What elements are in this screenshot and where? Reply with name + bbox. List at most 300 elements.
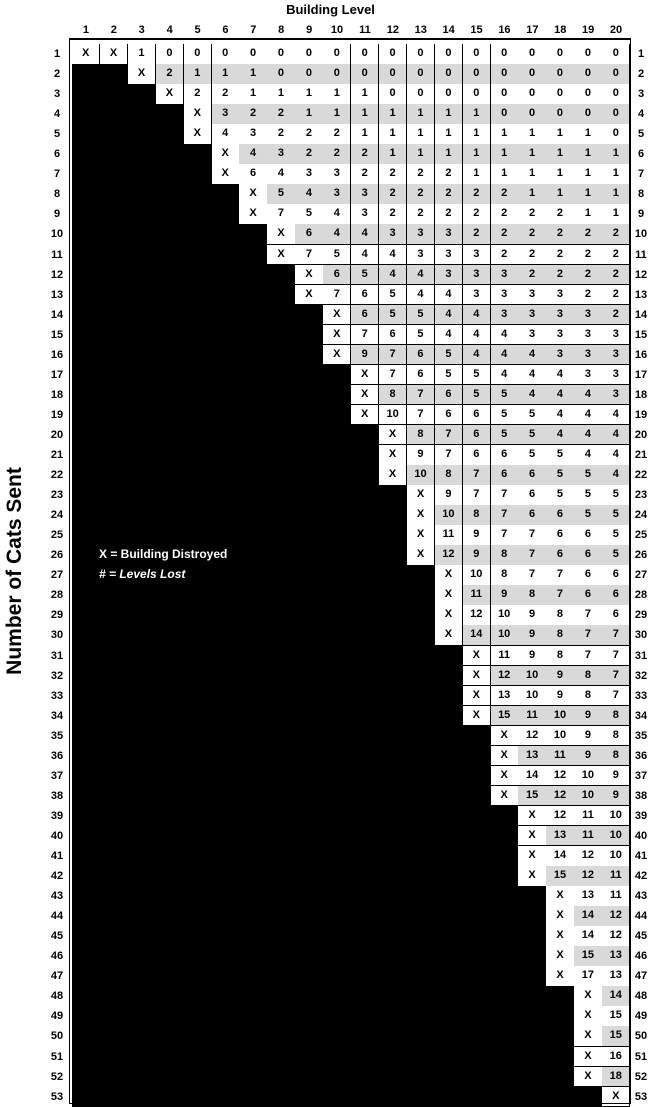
empty-cell: [323, 1067, 351, 1088]
column-label: 15: [470, 24, 483, 36]
levels-lost-cell: 3: [239, 124, 267, 145]
empty-cell: [184, 425, 212, 446]
destroyed-cell: X: [546, 946, 574, 967]
empty-cell: [267, 646, 295, 667]
empty-cell: [267, 1006, 295, 1027]
legend-levels-lost: # = Levels Lost: [99, 567, 186, 581]
levels-lost-cell: 5: [435, 365, 463, 386]
empty-cell: [239, 826, 267, 847]
destroyed-cell: X: [100, 44, 128, 65]
empty-cell: [435, 1047, 463, 1068]
empty-cell: [72, 365, 100, 386]
empty-cell: [128, 465, 156, 486]
empty-cell: [184, 906, 212, 927]
empty-cell: [184, 285, 212, 306]
empty-cell: [323, 385, 351, 406]
levels-lost-cell: 4: [379, 265, 407, 286]
row-label-right: 23: [634, 489, 648, 502]
row-label-left: 49: [50, 1010, 64, 1023]
empty-cell: [379, 766, 407, 787]
destroyed-cell: X: [407, 525, 435, 546]
levels-lost-cell: 4: [574, 425, 602, 446]
levels-lost-cell: 12: [546, 786, 574, 807]
row-label-right: 18: [634, 388, 648, 401]
empty-cell: [379, 986, 407, 1007]
column-label: 17: [526, 24, 539, 36]
empty-cell: [379, 926, 407, 947]
empty-cell: [128, 505, 156, 526]
empty-cell: [407, 926, 435, 947]
empty-cell: [128, 926, 156, 947]
row-label-left: 6: [53, 148, 61, 161]
empty-cell: [239, 245, 267, 266]
levels-lost-cell: 10: [574, 766, 602, 787]
row-label-left: 21: [50, 449, 64, 461]
levels-lost-cell: 0: [379, 64, 407, 85]
levels-lost-cell: 2: [463, 184, 491, 205]
empty-cell: [156, 746, 184, 767]
empty-cell: [100, 465, 128, 486]
levels-lost-cell: 2: [518, 224, 546, 245]
row-label-right: 19: [634, 408, 648, 421]
column-label: 1: [82, 24, 89, 36]
empty-cell: [323, 706, 351, 727]
empty-cell: [239, 505, 267, 526]
empty-cell: [546, 1067, 574, 1088]
levels-lost-cell: 2: [491, 224, 519, 245]
levels-lost-cell: 1: [379, 144, 407, 165]
levels-lost-cell: 6: [379, 325, 407, 346]
empty-cell: [518, 986, 546, 1007]
empty-cell: [156, 285, 184, 306]
row-label-left: 20: [50, 428, 64, 441]
row-label-left: 14: [50, 308, 64, 321]
destroyed-cell: X: [295, 285, 323, 306]
levels-lost-cell: 0: [518, 44, 546, 65]
row-label-left: 24: [50, 509, 64, 522]
levels-lost-cell: 5: [546, 485, 574, 506]
empty-cell: [267, 265, 295, 286]
empty-cell: [546, 1006, 574, 1027]
row-label-right: 17: [634, 368, 648, 381]
empty-cell: [156, 666, 184, 687]
destroyed-cell: X: [546, 886, 574, 907]
levels-lost-cell: 4: [323, 204, 351, 225]
empty-cell: [72, 485, 100, 506]
levels-lost-cell: 2: [351, 144, 379, 165]
empty-cell: [128, 646, 156, 667]
empty-cell: [184, 265, 212, 286]
empty-cell: [212, 826, 240, 847]
levels-lost-cell: 4: [574, 405, 602, 426]
empty-cell: [212, 525, 240, 546]
empty-cell: [184, 224, 212, 245]
empty-cell: [100, 245, 128, 266]
levels-lost-cell: 18: [602, 1067, 630, 1088]
empty-cell: [72, 64, 100, 85]
levels-lost-cell: 1: [518, 124, 546, 145]
levels-lost-cell: 1: [323, 84, 351, 105]
empty-cell: [239, 224, 267, 245]
empty-cell: [239, 1067, 267, 1088]
empty-cell: [267, 285, 295, 306]
levels-lost-cell: 0: [491, 104, 519, 125]
empty-cell: [295, 585, 323, 606]
levels-lost-cell: 11: [546, 746, 574, 767]
empty-cell: [379, 746, 407, 767]
empty-cell: [72, 325, 100, 346]
levels-lost-cell: 9: [602, 786, 630, 807]
levels-lost-cell: 5: [574, 465, 602, 486]
levels-lost-cell: 5: [602, 485, 630, 506]
levels-lost-cell: 11: [574, 826, 602, 847]
row-label-right: 8: [637, 188, 645, 201]
levels-lost-cell: 4: [518, 345, 546, 366]
row-label-right: 1: [637, 48, 645, 60]
levels-lost-cell: 5: [407, 305, 435, 326]
levels-lost-cell: 5: [574, 505, 602, 526]
levels-lost-cell: 7: [574, 646, 602, 667]
empty-cell: [351, 746, 379, 767]
empty-cell: [239, 345, 267, 366]
levels-lost-cell: 17: [574, 966, 602, 987]
destroyed-cell: X: [574, 1067, 602, 1088]
empty-cell: [323, 1006, 351, 1027]
levels-lost-cell: 1: [351, 104, 379, 125]
empty-cell: [128, 585, 156, 606]
row-label-right: 46: [634, 950, 648, 963]
empty-cell: [128, 385, 156, 406]
levels-lost-cell: 6: [351, 305, 379, 326]
empty-cell: [267, 746, 295, 767]
levels-lost-cell: 1: [602, 184, 630, 205]
levels-lost-cell: 10: [602, 846, 630, 867]
empty-cell: [407, 746, 435, 767]
empty-cell: [212, 285, 240, 306]
levels-lost-cell: 7: [463, 465, 491, 486]
column-label: 5: [194, 24, 201, 36]
levels-lost-cell: 15: [518, 786, 546, 807]
empty-cell: [295, 866, 323, 887]
levels-lost-cell: 8: [574, 666, 602, 687]
levels-lost-cell: 4: [295, 184, 323, 205]
levels-lost-cell: 5: [574, 485, 602, 506]
levels-lost-cell: 2: [407, 204, 435, 225]
empty-cell: [407, 686, 435, 707]
column-label: 9: [306, 24, 313, 36]
levels-lost-cell: 3: [463, 285, 491, 306]
levels-lost-cell: 5: [407, 325, 435, 346]
levels-lost-cell: 11: [518, 706, 546, 727]
empty-cell: [72, 846, 100, 867]
row-label-right: 9: [637, 208, 645, 221]
levels-lost-cell: 5: [463, 385, 491, 406]
levels-lost-cell: 0: [212, 44, 240, 65]
levels-lost-cell: 10: [518, 666, 546, 687]
empty-cell: [407, 986, 435, 1007]
levels-lost-cell: 1: [574, 184, 602, 205]
levels-lost-cell: 4: [518, 365, 546, 386]
row-label-left: 36: [50, 749, 64, 762]
levels-lost-cell: 1: [407, 124, 435, 145]
empty-cell: [72, 706, 100, 727]
empty-cell: [212, 265, 240, 286]
empty-cell: [72, 726, 100, 747]
empty-cell: [156, 425, 184, 446]
empty-cell: [184, 365, 212, 386]
levels-lost-cell: 4: [602, 465, 630, 486]
empty-cell: [72, 746, 100, 767]
levels-lost-cell: 2: [546, 245, 574, 266]
levels-lost-cell: 9: [574, 726, 602, 747]
levels-lost-cell: 10: [602, 826, 630, 847]
levels-lost-cell: 15: [602, 1006, 630, 1027]
levels-lost-cell: 13: [602, 966, 630, 987]
levels-lost-cell: 3: [491, 305, 519, 326]
levels-lost-cell: 2: [518, 204, 546, 225]
empty-cell: [72, 1026, 100, 1047]
row-label-right: 32: [634, 669, 648, 682]
levels-lost-cell: 1: [239, 64, 267, 85]
empty-cell: [184, 786, 212, 807]
empty-cell: [323, 826, 351, 847]
levels-lost-cell: 8: [546, 625, 574, 646]
empty-cell: [379, 625, 407, 646]
empty-cell: [435, 726, 463, 747]
levels-lost-cell: 0: [546, 104, 574, 125]
destroyed-cell: X: [435, 605, 463, 626]
levels-lost-cell: 8: [602, 706, 630, 727]
levels-lost-cell: 3: [435, 245, 463, 266]
empty-cell: [463, 966, 491, 987]
levels-lost-cell: 5: [602, 505, 630, 526]
levels-lost-cell: 4: [351, 245, 379, 266]
empty-cell: [518, 946, 546, 967]
levels-lost-cell: 3: [546, 325, 574, 346]
levels-lost-cell: 6: [574, 545, 602, 566]
empty-cell: [128, 605, 156, 626]
levels-lost-cell: 9: [518, 625, 546, 646]
destroyed-cell: X: [435, 565, 463, 586]
empty-cell: [379, 966, 407, 987]
row-label-left: 35: [50, 729, 64, 742]
empty-cell: [323, 986, 351, 1007]
empty-cell: [212, 425, 240, 446]
levels-lost-cell: 3: [574, 345, 602, 366]
row-label-right: 35: [634, 729, 648, 742]
empty-cell: [267, 786, 295, 807]
empty-cell: [463, 826, 491, 847]
empty-cell: [156, 325, 184, 346]
empty-cell: [212, 385, 240, 406]
empty-cell: [239, 746, 267, 767]
empty-cell: [128, 345, 156, 366]
empty-cell: [128, 806, 156, 827]
levels-lost-cell: 7: [574, 605, 602, 626]
levels-lost-cell: 9: [491, 585, 519, 606]
levels-lost-cell: 6: [518, 505, 546, 526]
empty-cell: [323, 686, 351, 707]
levels-lost-cell: 10: [407, 465, 435, 486]
row-label-left: 33: [50, 689, 64, 702]
empty-cell: [323, 485, 351, 506]
destroyed-cell: X: [267, 224, 295, 245]
empty-cell: [212, 846, 240, 867]
y-axis-title-text: Number of Cats Sent: [3, 467, 26, 675]
empty-cell: [72, 425, 100, 446]
levels-lost-cell: 2: [574, 245, 602, 266]
empty-cell: [379, 686, 407, 707]
empty-cell: [128, 84, 156, 105]
empty-cell: [100, 164, 128, 185]
empty-cell: [239, 545, 267, 566]
empty-cell: [407, 726, 435, 747]
empty-cell: [295, 505, 323, 526]
levels-lost-cell: 6: [518, 485, 546, 506]
levels-lost-cell: 0: [407, 44, 435, 65]
empty-cell: [239, 285, 267, 306]
empty-cell: [379, 565, 407, 586]
destroyed-cell: X: [518, 806, 546, 827]
empty-cell: [239, 846, 267, 867]
levels-lost-cell: 5: [267, 184, 295, 205]
empty-cell: [184, 926, 212, 947]
row-label-left: 22: [50, 469, 64, 482]
empty-cell: [72, 646, 100, 667]
empty-cell: [184, 726, 212, 747]
empty-cell: [323, 605, 351, 626]
empty-cell: [351, 846, 379, 867]
empty-cell: [351, 505, 379, 526]
empty-cell: [323, 445, 351, 466]
empty-cell: [435, 646, 463, 667]
empty-cell: [72, 545, 100, 566]
empty-cell: [156, 786, 184, 807]
levels-lost-cell: 5: [602, 525, 630, 546]
empty-cell: [407, 886, 435, 907]
empty-cell: [72, 104, 100, 125]
empty-cell: [379, 666, 407, 687]
empty-cell: [435, 686, 463, 707]
row-label-right: 39: [634, 809, 648, 822]
empty-cell: [491, 1047, 519, 1068]
levels-lost-cell: 4: [491, 365, 519, 386]
empty-cell: [72, 385, 100, 406]
empty-cell: [351, 726, 379, 747]
empty-cell: [239, 926, 267, 947]
empty-cell: [407, 806, 435, 827]
empty-cell: [239, 786, 267, 807]
row-label-left: 46: [50, 950, 64, 963]
empty-cell: [323, 866, 351, 887]
empty-cell: [156, 445, 184, 466]
levels-lost-cell: 8: [379, 385, 407, 406]
levels-lost-cell: 10: [491, 605, 519, 626]
empty-cell: [156, 305, 184, 326]
empty-cell: [435, 746, 463, 767]
empty-cell: [212, 906, 240, 927]
levels-lost-cell: 2: [518, 245, 546, 266]
destroyed-cell: X: [602, 1087, 630, 1107]
empty-cell: [212, 1067, 240, 1088]
levels-lost-cell: 2: [407, 164, 435, 185]
levels-lost-cell: 1: [267, 84, 295, 105]
empty-cell: [100, 966, 128, 987]
row-label-right: 36: [634, 749, 648, 762]
empty-cell: [267, 565, 295, 586]
levels-lost-cell: 2: [463, 224, 491, 245]
empty-cell: [128, 966, 156, 987]
levels-lost-cell: 7: [491, 505, 519, 526]
column-label: 19: [582, 24, 595, 36]
empty-cell: [72, 906, 100, 927]
levels-lost-cell: 3: [435, 224, 463, 245]
empty-cell: [435, 1006, 463, 1027]
empty-cell: [379, 826, 407, 847]
empty-cell: [323, 1047, 351, 1068]
empty-cell: [323, 766, 351, 787]
destroyed-cell: X: [184, 104, 212, 125]
levels-lost-cell: 0: [546, 84, 574, 105]
row-label-left: 42: [50, 870, 64, 883]
levels-lost-cell: 0: [239, 44, 267, 65]
empty-cell: [72, 686, 100, 707]
levels-lost-cell: 0: [323, 44, 351, 65]
empty-cell: [100, 184, 128, 205]
levels-lost-cell: 0: [518, 64, 546, 85]
destroyed-cell: X: [212, 164, 240, 185]
levels-lost-cell: 1: [518, 144, 546, 165]
levels-lost-cell: 3: [518, 325, 546, 346]
empty-cell: [100, 786, 128, 807]
levels-lost-cell: 11: [463, 585, 491, 606]
destroyed-cell: X: [491, 786, 519, 807]
levels-lost-cell: 1: [546, 164, 574, 185]
empty-cell: [72, 184, 100, 205]
empty-cell: [351, 1067, 379, 1088]
empty-cell: [463, 946, 491, 967]
row-label-left: 7: [53, 168, 61, 181]
empty-cell: [407, 846, 435, 867]
levels-lost-cell: 4: [546, 365, 574, 386]
levels-lost-cell: 2: [351, 164, 379, 185]
destroyed-cell: X: [574, 1026, 602, 1047]
empty-cell: [184, 1006, 212, 1027]
empty-cell: [351, 966, 379, 987]
levels-lost-cell: 2: [379, 184, 407, 205]
levels-lost-cell: 1: [379, 104, 407, 125]
row-label-right: 48: [634, 990, 648, 1003]
empty-cell: [72, 305, 100, 326]
row-label-left: 27: [50, 569, 64, 582]
levels-lost-cell: 6: [546, 525, 574, 546]
column-label: 16: [498, 24, 511, 36]
levels-lost-cell: 15: [546, 866, 574, 887]
empty-cell: [184, 646, 212, 667]
empty-cell: [100, 144, 128, 165]
levels-lost-cell: 7: [602, 666, 630, 687]
levels-lost-cell: 0: [407, 64, 435, 85]
levels-lost-cell: 3: [518, 285, 546, 306]
empty-cell: [212, 666, 240, 687]
empty-cell: [295, 1047, 323, 1068]
row-label-right: 34: [634, 709, 648, 722]
empty-cell: [435, 766, 463, 787]
levels-lost-cell: 13: [574, 886, 602, 907]
levels-lost-cell: 2: [156, 64, 184, 85]
empty-cell: [156, 1067, 184, 1088]
levels-lost-cell: 0: [463, 64, 491, 85]
